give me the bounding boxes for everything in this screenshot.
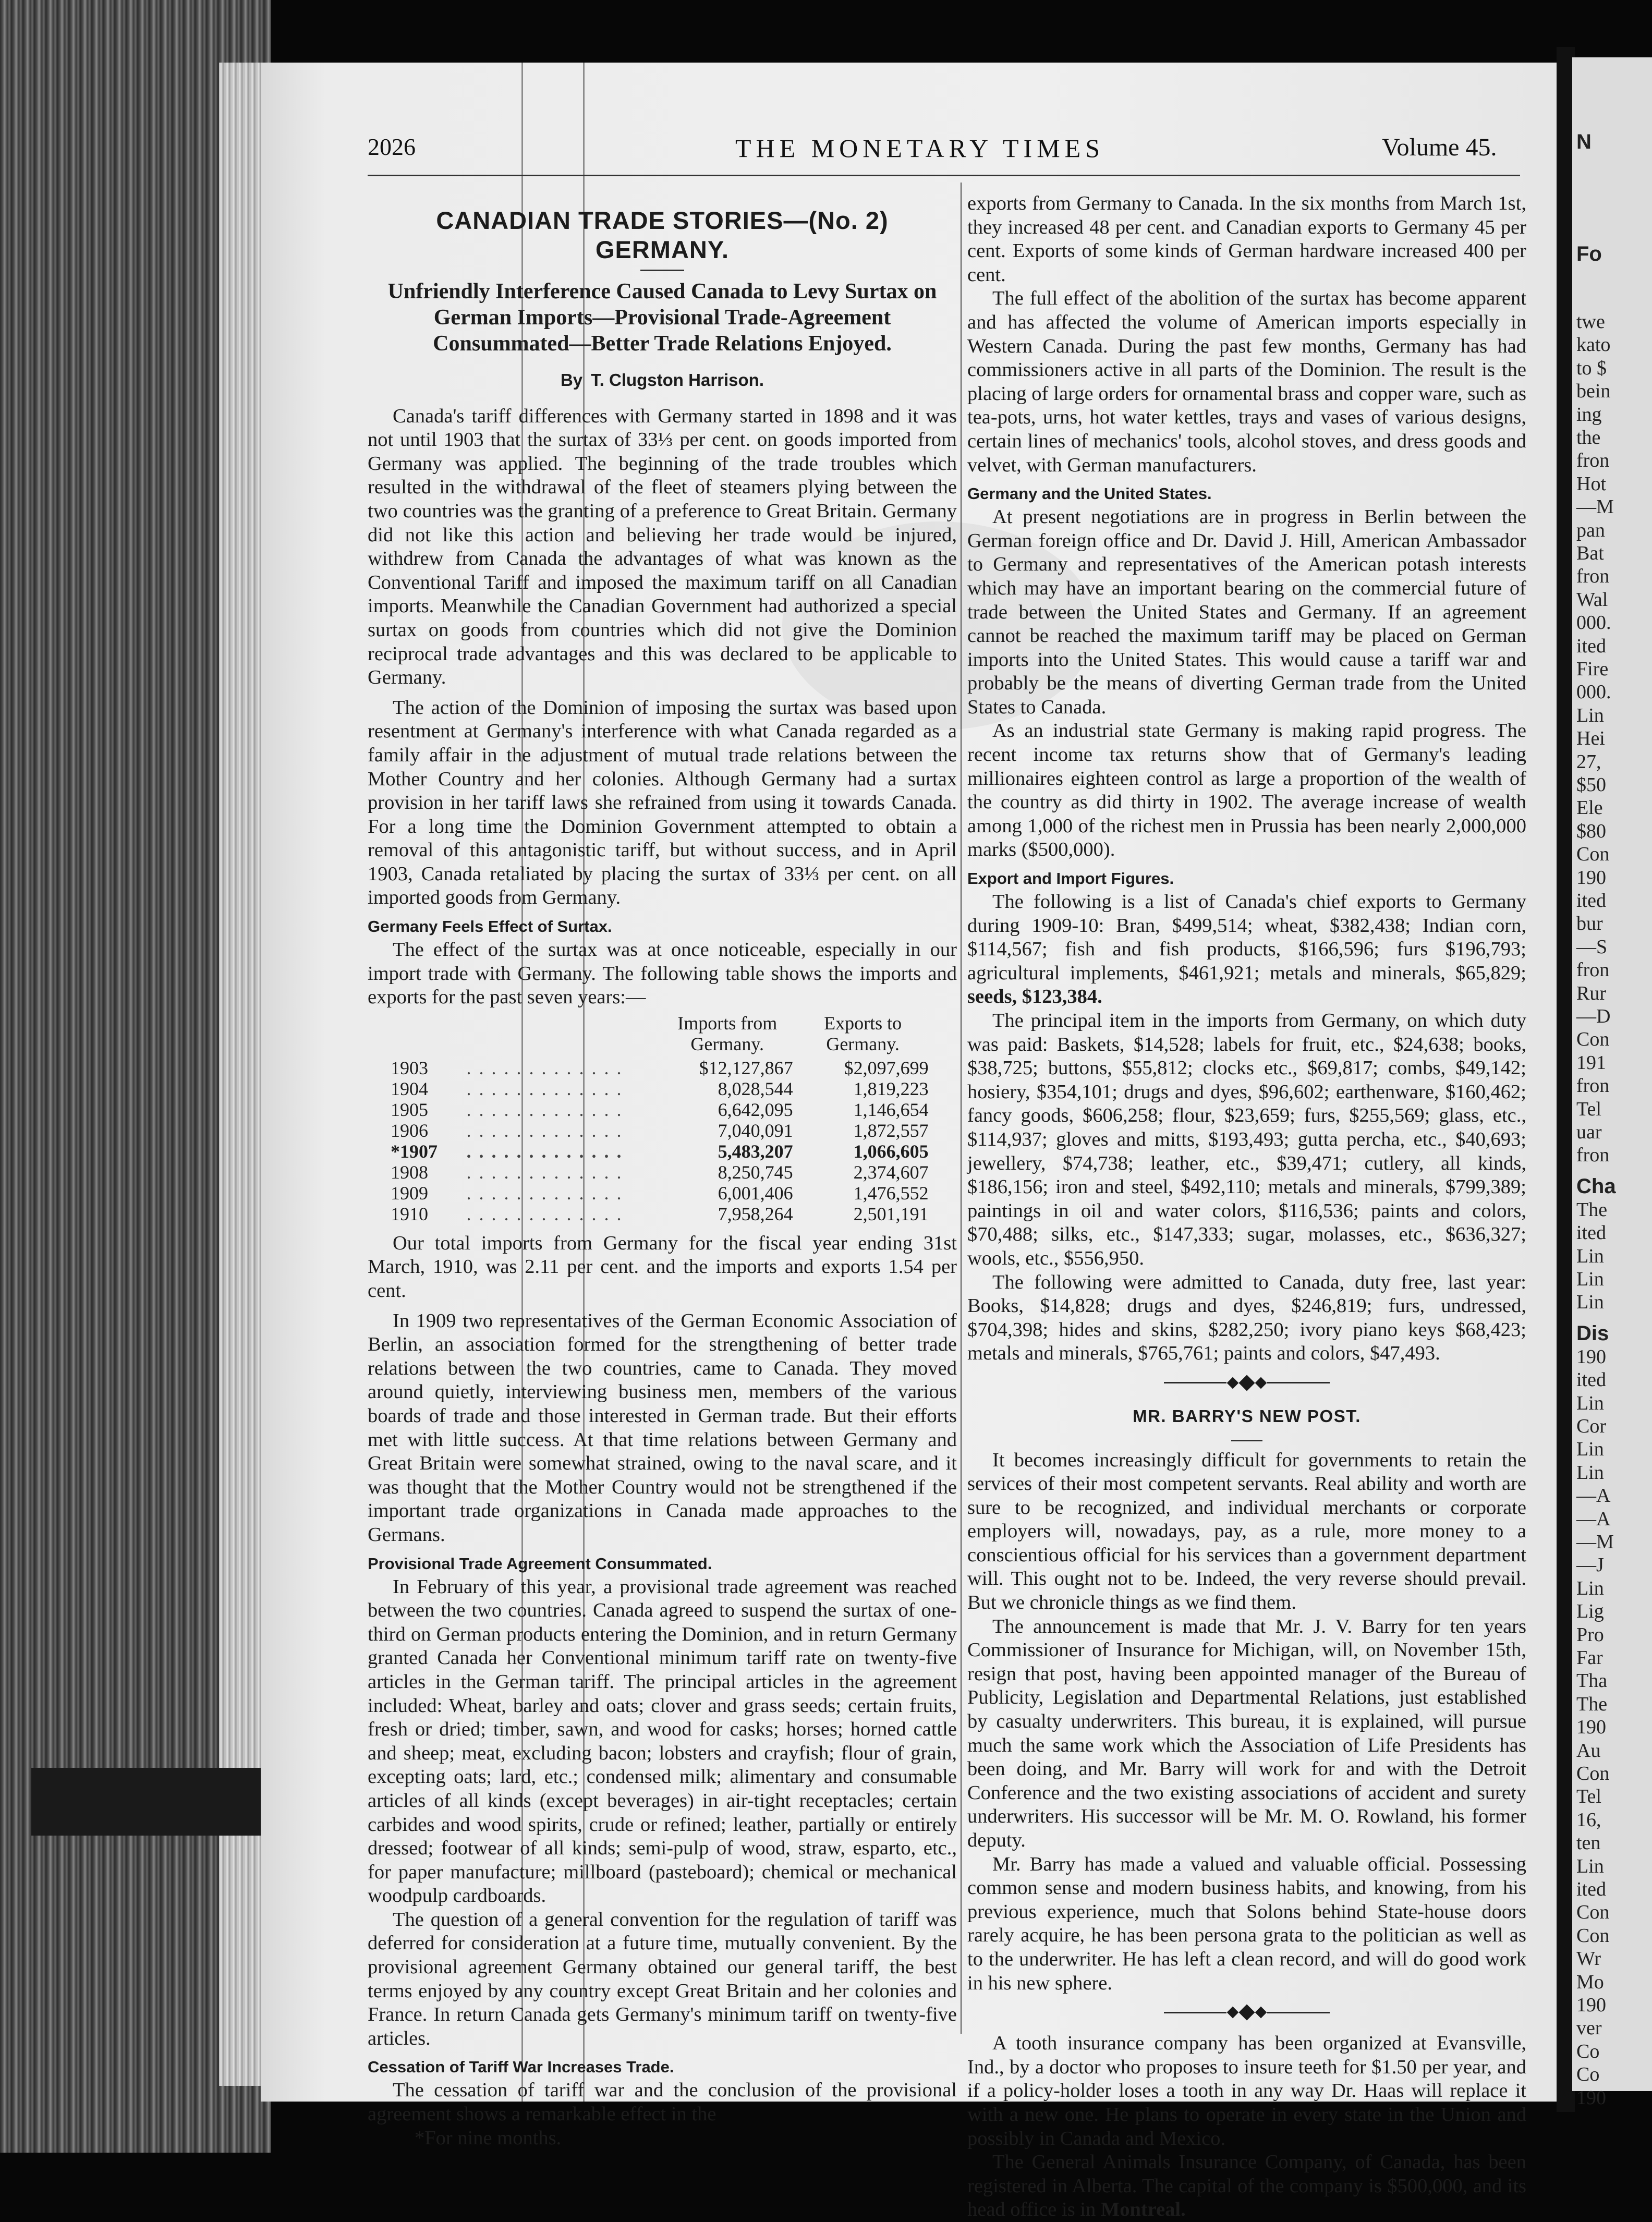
fragment-text: Far: [1576, 1647, 1603, 1669]
right-column: [967, 192, 1526, 2222]
fragment-text: Mo: [1576, 1971, 1604, 1993]
exports-seeds: seeds, $123,384.: [967, 986, 1102, 1008]
fragment-text: Lin: [1576, 1577, 1604, 1599]
fragment-text: $80: [1576, 820, 1606, 842]
table-row: [388, 1120, 931, 1141]
fragment-text: Lin: [1576, 704, 1604, 726]
table-header-exports: Exports to Germany.: [824, 1012, 902, 1054]
fragment-text: Lin: [1576, 1855, 1604, 1877]
fragment-text: —A: [1576, 1485, 1611, 1507]
title-dash: [1231, 1440, 1262, 1441]
fragment-text: Tel: [1576, 1786, 1601, 1808]
exports-list: The following is a list of Canada's chief exports to Germany during 1909-10: Bran, $499,514; wheat, $382,438; Indian corn, $114,567; fish and fish products, $166,596; furs $196,793; agricultural implements, $461,921; metals and minerals, $65,829;: [967, 891, 1526, 984]
paragraph: [967, 2151, 1526, 2222]
table-imports: 8,028,544: [718, 1078, 793, 1099]
fragment-text: fron: [1576, 565, 1610, 588]
fragment-text: The: [1576, 1693, 1608, 1715]
fragment-text: 190: [1576, 1345, 1606, 1368]
fragment-text: —M: [1576, 1531, 1614, 1553]
leader-dots: . . . . . . . . . . . . .: [466, 1182, 623, 1204]
table-exports: 2,501,191: [853, 1203, 929, 1224]
fragment-text: The: [1576, 1198, 1608, 1221]
paragraph: In 1909 two representatives of the German Economic Association of Berlin, an association formed for the strengthening of better trade relations between the two countries, came to Canada. They moved around quietly, interviewing business men, members of the various boards of trade and those interested in German trade. But their efforts met with little success. At that time relations between Germany and Great Britain were somewhat strained, owing to the naval scare, and it was thought that the Mother Country would not be strengthened if the important trade organizations in Canada made approaches to the Germans.: [368, 1309, 957, 1546]
fragment-text: 191: [1576, 1051, 1606, 1074]
fragment-text: 000.: [1576, 681, 1611, 703]
paragraph: The following were admitted to Canada, duty free, last year: Books, $14,828; drugs and dyes, $246,819; furs, undressed, $704,398; hides and skins, $282,250; ivory piano keys $68,423; metals and minerals, $765,761; paints and colors, $47,493.: [967, 1271, 1526, 1365]
byline: [368, 368, 957, 392]
fragment-text: Pro: [1576, 1623, 1604, 1646]
author-name: T. Clugston Harrison.: [591, 370, 764, 390]
fragment-text: Hot: [1576, 472, 1606, 495]
fragment-text: Lin: [1576, 1392, 1604, 1414]
footnote: *For nine months.: [415, 2127, 562, 2149]
column-rule: [961, 183, 962, 2034]
fragment-text: Con: [1576, 1028, 1610, 1051]
fragment-text: Fire: [1576, 658, 1609, 680]
fragment-text: fron: [1576, 450, 1610, 472]
byline-by: By: [560, 370, 583, 390]
table-imports: $12,127,867: [699, 1057, 793, 1078]
paragraph: Mr. Barry has made a valued and valuable official. Possessing common sense and modern business habits, and knowing, from his previous experience, much that Solons behind State-house doors rarely acquire, he has been persona grata to the politician as well as to the underwriter. He has left a clean record, and will do good work in his new sphere.: [967, 1853, 1526, 1994]
table-imports: 8,250,745: [718, 1161, 793, 1183]
leader-dots: . . . . . . . . . . . . .: [466, 1120, 623, 1141]
fragment-text: 000.: [1576, 612, 1611, 634]
paragraph: As an industrial state Germany is making rapid progress. The recent income tax returns show that of Germany's leading millionaires eighteen control as large a proportion of the wealth of the country as did thirty in 1902. The average increase of wealth among 1,000 of the richest men in Prussia has been nearly 2,000,000 marks ($500,000).: [967, 720, 1526, 861]
table-imports: 6,001,406: [718, 1182, 793, 1204]
fragment-text: Lin: [1576, 1245, 1604, 1267]
ornament-divider: [967, 1377, 1526, 1389]
fragment-text: Con: [1576, 1924, 1610, 1947]
table-year: *1907: [391, 1140, 438, 1162]
fragment-text: Dis: [1576, 1322, 1609, 1345]
table-imports: 6,642,095: [718, 1099, 793, 1120]
table-exports: 1,872,557: [853, 1120, 929, 1141]
ornament-divider: [967, 2007, 1526, 2018]
paragraph: The effect of the surtax was at once noticeable, especially in our import trade with Germany. The following table shows the imports and exports for the past seven years:—: [368, 939, 957, 1009]
table-exports: $2,097,699: [844, 1057, 929, 1078]
fragment-text: fron: [1576, 959, 1610, 981]
fragment-text: ten: [1576, 1832, 1601, 1854]
fragment-text: Co: [1576, 2063, 1600, 2086]
table-exports: 1,819,223: [853, 1078, 929, 1099]
fragment-text: —J: [1576, 1554, 1604, 1576]
paragraph: It becomes increasingly difficult for governments to retain the services of their most competent servants. Real ability and worth are sure to be recognized, and individual merchants or corporate employers will, nowadays, pay, as a rule, more money to a conscientious official for his services than a government department will. This ought not to be. Indeed, the very reverse should prevail. But we chronicle things as we find them.: [967, 1449, 1526, 1614]
section-heading: Cessation of Tariff War Increases Trade.: [368, 2058, 674, 2077]
fragment-text: Con: [1576, 1901, 1610, 1924]
article-title: MR. BARRY'S NEW POST.: [1133, 1406, 1361, 1426]
paragraph: The action of the Dominion of imposing the surtax was based upon resentment at Germany's interference with what Canada regarded as a family affair in the adjustment of mutual trade relations between the Mother Country and her colonies. Although Germany had a surtax provision in her tariff laws she refrained from using it towards Canada. For a long time the Dominion Government attempted to obtain a removal of this antagonistic tariff, but without success, and in April 1903, Canada retaliated by placing the surtax of 33⅓ per cent. on all imported goods from Germany.: [368, 696, 957, 909]
fragment-text: —A: [1576, 1508, 1611, 1530]
table-imports: 7,040,091: [718, 1120, 793, 1141]
fragment-text: Lin: [1576, 1438, 1604, 1461]
fragment-text: ing: [1576, 403, 1602, 426]
paragraph: Our total imports from Germany for the fiscal year ending 31st March, 1910, was 2.11 per cent. and the imports and exports 1.54 per cent.: [368, 1232, 957, 1302]
leader-dots: . . . . . . . . . . . . .: [466, 1078, 623, 1099]
fragment-text: ited: [1576, 635, 1606, 657]
table-row: [388, 1183, 931, 1204]
table-year: 1904: [391, 1078, 428, 1099]
fragment-text: the: [1576, 427, 1601, 448]
fragment-text: Tel: [1576, 1098, 1601, 1120]
paragraph: [967, 890, 1526, 1009]
fragment-text: Fo: [1576, 242, 1602, 265]
title-dash: [640, 270, 684, 271]
header-rule: [368, 175, 1520, 176]
table-header-imports: Imports from Germany.: [677, 1012, 778, 1054]
leader-dots: . . . . . . . . . . . . .: [466, 1140, 623, 1162]
table-exports: 1,476,552: [853, 1182, 929, 1204]
fragment-text: 190: [1576, 1994, 1606, 2016]
table-year: 1906: [391, 1120, 428, 1141]
fragment-text: fron: [1576, 1075, 1610, 1097]
table-year: 1910: [391, 1203, 428, 1224]
paragraph: exports from Germany to Canada. In the six months from March 1st, they increased 48 per cent. and Canadian exports to Germany 45 per cent. Exports of some kinds of German hardware increased 400 per cent.: [967, 192, 1526, 286]
fragment-text: kato: [1576, 334, 1611, 356]
fragment-text: Wr: [1576, 1948, 1601, 1970]
paragraph: At present negotiations are in progress in Berlin between the German foreign office and Dr. David J. Hill, American Ambassador to Germany and representatives of the American potash interests which may have an important bearing on the commercial future of trade between the United States and Germany. If an agreement cannot be reached the maximum tariff may be placed on German imports into the United States. This would cause a tariff war and probably be the means of diverting German trade from the United States to Canada.: [967, 506, 1526, 718]
section-heading: Germany and the United States.: [967, 484, 1212, 503]
fragment-text: Au: [1576, 1739, 1601, 1762]
fragment-text: Tha: [1576, 1670, 1608, 1692]
fragment-text: $50: [1576, 774, 1606, 796]
table-row: [388, 1078, 931, 1099]
paragraph: The question of a general convention for the regulation of tariff was deferred for consideration at a future time, mutually convenient. By the provisional agreement Germany obtained our general tariff, the best terms enjoyed by any country except Great Britain and her colonies and France. In return Canada gets Germany's minimum tariff on twenty-five articles.: [368, 1908, 957, 2049]
leader-dots: . . . . . . . . . . . . .: [466, 1161, 623, 1183]
fragment-text: —M: [1576, 496, 1614, 518]
paragraph: A tooth insurance company has been organized at Evansville, Ind., by a doctor who proposes to insure teeth for $1.50 per year, and if a policy-holder loses a tooth in any way Dr. Haas will replace it with a new one. He plans to operate in every state in the Union and possibly in Canada and Mexico.: [967, 2032, 1526, 2150]
fragment-text: —D: [1576, 1005, 1611, 1027]
fragment-text: ited: [1576, 1222, 1606, 1244]
fragment-text: 16,: [1576, 1808, 1601, 1831]
table-exports: 2,374,607: [853, 1161, 929, 1183]
table-row: [388, 1162, 931, 1183]
table-year: 1909: [391, 1182, 428, 1204]
fragment-text: Rur: [1576, 982, 1606, 1004]
fragment-text: Lin: [1576, 1291, 1604, 1314]
table-imports: 5,483,207: [718, 1140, 793, 1162]
adjacent-page-fragment: [1572, 57, 1652, 2109]
page-number: 2026: [368, 133, 416, 160]
table-year: 1908: [391, 1161, 428, 1183]
table-imports: 7,958,264: [718, 1203, 793, 1224]
fragment-text: 190: [1576, 2086, 1606, 2109]
fragment-text: —S: [1576, 936, 1608, 958]
fragment-text: Hei: [1576, 727, 1605, 750]
paragraph: The full effect of the abolition of the surtax has become apparent and has affected the volume of American imports especially in Western Canada. During the past few months, Germany has had commissioners active in all parts of the Dominion. The result is the placing of large orders for ornamental brass and copper ware, such as tea-pots, urns, hot water kettles, trays and vases of various designs, certain lines of mechanics' tools, alcohol stoves, and dress goods and velvet, with German manufacturers.: [967, 287, 1526, 476]
fragment-text: N: [1576, 130, 1592, 153]
fragment-text: bein: [1576, 380, 1611, 403]
fragment-text: 27,: [1576, 750, 1601, 773]
fragment-text: ver: [1576, 2017, 1602, 2039]
fragment-text: Wal: [1576, 588, 1608, 611]
article-title: CANADIAN TRADE STORIES—(No. 2) GERMANY.: [436, 207, 889, 263]
fragment-text: ited: [1576, 890, 1606, 912]
left-column: [368, 206, 957, 2150]
fragment-text: Bat: [1576, 542, 1604, 564]
fragment-text: ited: [1576, 1878, 1606, 1900]
table-row: [388, 1141, 931, 1162]
fragment-text: bur: [1576, 913, 1603, 935]
trade-table: [388, 1013, 931, 1224]
table-row: [388, 1058, 931, 1078]
fragment-text: Con: [1576, 843, 1610, 866]
leader-dots: . . . . . . . . . . . . .: [466, 1057, 623, 1078]
fragment-text: Cor: [1576, 1415, 1606, 1437]
fragment-text: to $: [1576, 357, 1607, 379]
fragment-text: Lig: [1576, 1600, 1604, 1623]
note-city: Montreal.: [1100, 2199, 1186, 2221]
fragment-text: 190: [1576, 1716, 1606, 1739]
paragraph: The principal item in the imports from Germany, on which duty was paid: Baskets, $14,528; labels for fruit, etc., $24,638; books, $38,725; buttons, $55,812; clocks etc., $69,817; combs, $49,142; hosiery, $354,101; drugs and dyes, $96,602; earthenware, $160,462; fancy goods, $606,258; flour, $23,659; furs, $255,569; glass, etc., $114,937; gloves and mitts, $193,493; gutta percha, etc., $40,693; jewellery, $74,738; leather, etc., $39,471; cutlery, all kinds, $186,156; iron and steel, $492,110; metals and minerals, $799,389; paintings in oil and water colors, $116,536; paints and colors, $70,488; silks, etc., $147,333; sugar, molasses, etc., $636,327; wools, etc., $556,950.: [967, 1010, 1526, 1269]
leader-dots: . . . . . . . . . . . . .: [466, 1203, 623, 1224]
fragment-text: Co: [1576, 2040, 1600, 2062]
note-text: The General Animals Insurance Company, of Canada, has been registered in Alberta. The capital of the company is $500,000, and its head office is in: [967, 2151, 1526, 2221]
table-exports: 1,146,654: [853, 1099, 929, 1120]
paragraph: The cessation of tariff war and the conclusion of the provisional agreement shows a remarkable effect in the: [368, 2079, 957, 2126]
leader-dots: . . . . . . . . . . . . .: [466, 1099, 623, 1120]
paragraph: Canada's tariff differences with Germany started in 1898 and it was not until 1903 that the surtax of 33⅓ per cent. on goods imported from Germany was applied. The beginning of the trade troubles which resulted in the withdrawal of the fleet of steamers plying between the two countries was the granting of a preference to Great Britain. Germany did not like this action and believing her trade would be injured, withdrew from Canada the advantages of what was known as the Conventional Tariff and imposed the maximum tariff on all Canadian imports. Meanwhile the Canadian Government had authorized a special surtax on goods from countries which did not give the Dominion reciprocal trade advantages and this was declared to be applicable to Germany.: [368, 405, 957, 689]
fragment-text: Ele: [1576, 797, 1603, 819]
article-subtitle: Unfriendly Interference Caused Canada to Levy Surtax on German Imports—Provisional Trade-Agreement Consummated—Better Trade Relations Enjoyed.: [387, 280, 937, 356]
fragment-text: Lin: [1576, 1461, 1604, 1484]
fragment-text: uar: [1576, 1121, 1602, 1143]
table-year: 1903: [391, 1057, 428, 1078]
section-heading: Germany Feels Effect of Surtax.: [368, 917, 612, 936]
fragment-text: ited: [1576, 1369, 1606, 1391]
fragment-text: pan: [1576, 519, 1605, 541]
fragment-text: 190: [1576, 866, 1606, 889]
paragraph: In February of this year, a provisional trade agreement was reached between the two countries. Canada agreed to suspend the surtax of one-third on German products entering the Dominion, and in return Germany granted Canada her Conventional minimum tariff rate on twenty-five articles in the German tariff. The principal articles in the agreement included: Wheat, barley and oats; clover and grass seeds; certain fruits, fresh or dried; timber, sawn, and wood for casks; horses; horned cattle and sheep; meat, excluding bacon; lobsters and crayfish; flour of grain, excepting oats; lard, etc.; condensed milk; alimentary and consumable articles of all kinds (except beverages) in air-tight receptacles; certain carbides and wood spirits, crude or refined; leather, partially or entirely dressed; footwear of all kinds; semi-pulp of wood, straw, esparto, etc., for paper manufacture; millboard (pasteboard); chemical or mechanical woodpulp cardboards.: [368, 1575, 957, 1907]
fragment-text: Lin: [1576, 1268, 1604, 1290]
section-heading: Provisional Trade Agreement Consummated.: [368, 1554, 712, 1573]
paragraph: The announcement is made that Mr. J. V. Barry for ten years Commissioner of Insurance for Michigan, will, on November 15th, resign that post, having been appointed manager of the Bureau of Publicity, Legislation and Departmental Relations, just established by casualty underwriters. This bureau, it is explained, will pursue much the same work which the Association of Life Presidents has been doing, and Mr. Barry will work for and with the Detroit Conference and the two existing associations of accident and surety underwriters. His successor will be Mr. M. O. Rowland, his former deputy.: [967, 1615, 1526, 1851]
fragment-text: Cha: [1576, 1175, 1616, 1198]
fragment-text: twe: [1576, 311, 1605, 333]
section-heading: Export and Import Figures.: [967, 869, 1174, 888]
fragment-text: Con: [1576, 1763, 1610, 1784]
table-year: 1905: [391, 1099, 428, 1120]
masthead-title: THE MONETARY TIMES: [735, 133, 1104, 163]
table-exports: 1,066,605: [853, 1140, 929, 1162]
table-row: [388, 1204, 931, 1224]
table-row: [388, 1099, 931, 1120]
fragment-text: fron: [1576, 1144, 1610, 1167]
volume-label: Volume 45.: [1382, 133, 1497, 161]
